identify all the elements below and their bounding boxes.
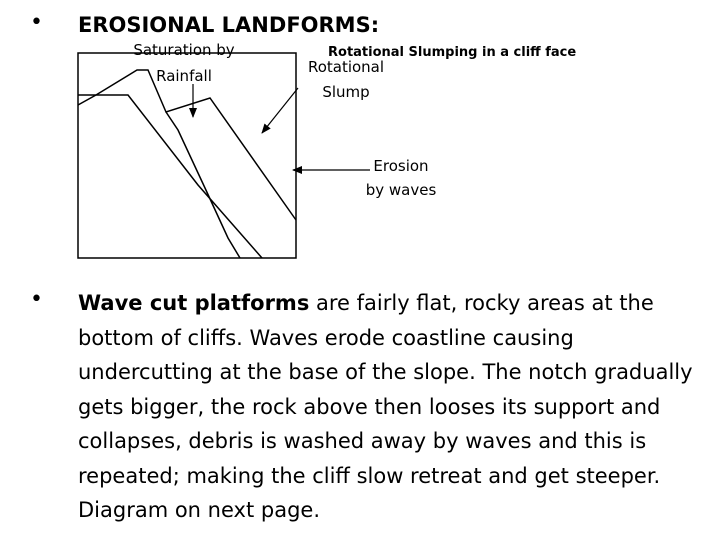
label-erosion-line1: Erosion: [373, 157, 429, 175]
cliff-profile-line: [78, 70, 296, 220]
label-saturation-line1: Saturation by: [133, 41, 235, 59]
paragraph-text: are fairly flat, rocky areas at the bottom of cliffs. Waves erode coastline causing undercutting at the base of the slope. The notch gradually gets bigger, the rock above then looses its support and collapses, debris is washed away by waves and this is repeated; making the cliff slow retreat and get steeper. Diagram on next page.: [78, 291, 693, 522]
wave-cut-paragraph: [78, 286, 698, 528]
label-saturation-line2: Rainfall: [156, 67, 212, 85]
label-slump-line1: Rotational: [307, 58, 385, 76]
slip-plane-line: [166, 112, 240, 258]
diagram-title: Rotational Slumping in a cliff face: [328, 45, 577, 60]
label-erosion-line2: by waves: [365, 181, 437, 199]
label-slump-line2: Slump: [322, 83, 370, 101]
slump-arrow: [262, 88, 298, 133]
bullet-paragraph: •: [30, 287, 43, 312]
paragraph-bold-lead: Wave cut platforms: [78, 291, 310, 315]
section-heading: EROSIONAL LANDFORMS:: [78, 13, 380, 37]
bullet-heading: •: [30, 10, 43, 35]
slump-block-outline: [78, 95, 262, 258]
